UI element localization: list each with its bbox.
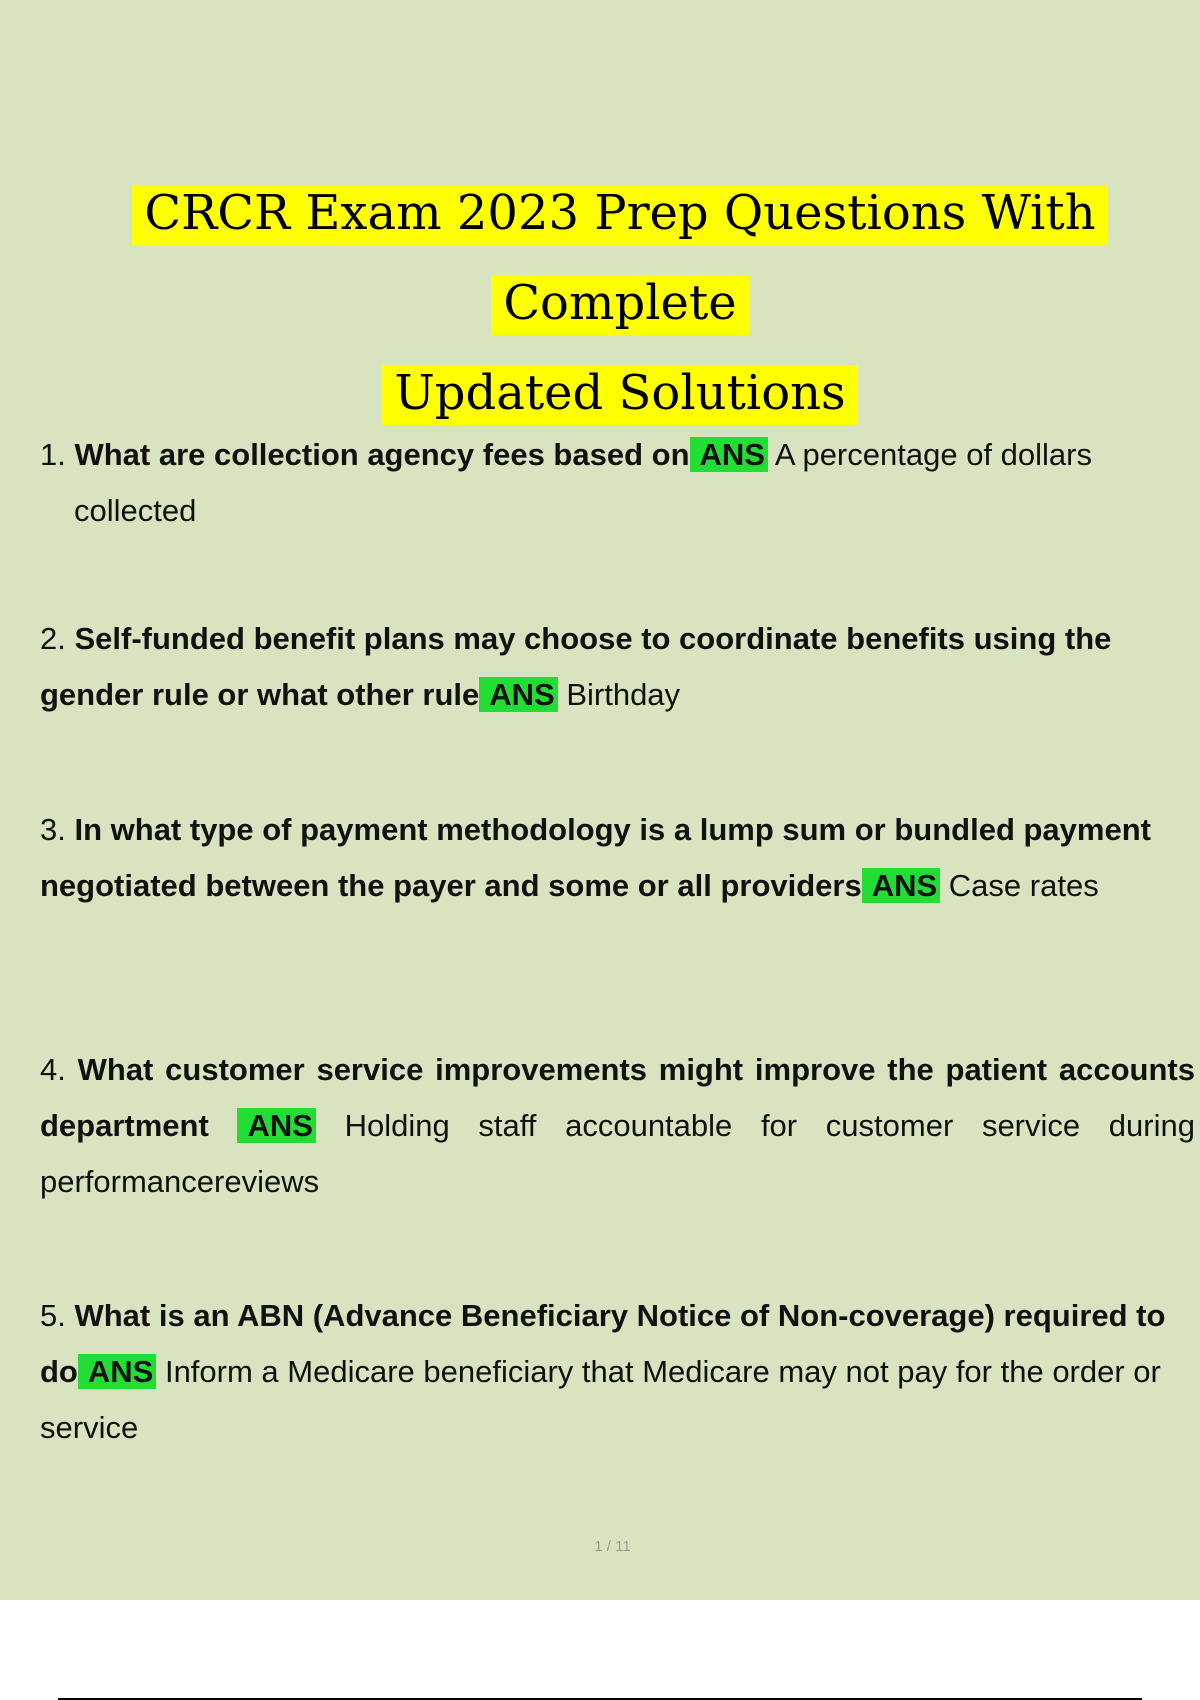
question-item-3 <box>40 802 1195 914</box>
ans-label: ANS <box>237 1108 315 1143</box>
question-text: What customer service improvements might improve the patient accounts department <box>40 1052 1195 1143</box>
answer-text: Birthday <box>566 677 681 712</box>
question-item-4 <box>40 1042 1195 1210</box>
page-indicator: 1 / 11 <box>594 1538 631 1555</box>
question-number: 4. <box>40 1052 66 1087</box>
question-text: What are collection agency fees based on <box>74 437 690 472</box>
answer-text: Holding staff accountable for customer service during performancereviews <box>40 1108 1195 1199</box>
title-line-1: CRCR Exam 2023 Prep Questions With Complete <box>132 185 1107 335</box>
question-item-5 <box>40 1288 1195 1456</box>
ans-label: ANS <box>78 1354 156 1389</box>
question-text: In what type of payment methodology is a lump sum or bundled payment negotiated between the payer and some or all providers <box>40 812 1151 903</box>
answer-text: Case rates <box>948 868 1099 903</box>
question-number: 1. <box>40 437 66 472</box>
question-item-2 <box>40 611 1195 723</box>
ans-label: ANS <box>862 868 940 903</box>
title-line-2: Updated Solutions <box>382 365 857 425</box>
document-title <box>40 168 1200 438</box>
ans-label: ANS <box>690 437 768 472</box>
question-text: What is an ABN (Advance Beneficiary Notice of Non-coverage) required to do <box>40 1298 1166 1389</box>
answer-text: A percentage of dollars collected <box>74 437 1092 528</box>
answer-text: Inform a Medicare beneficiary that Medicare may not pay for the order or service <box>40 1354 1161 1445</box>
question-number: 2. <box>40 621 66 656</box>
question-item-1 <box>40 427 1195 539</box>
question-text: Self-funded benefit plans may choose to coordinate benefits using the gender rule or what other rule <box>40 621 1112 712</box>
question-number: 3. <box>40 812 66 847</box>
ans-label: ANS <box>479 677 557 712</box>
question-number: 5. <box>40 1298 66 1333</box>
